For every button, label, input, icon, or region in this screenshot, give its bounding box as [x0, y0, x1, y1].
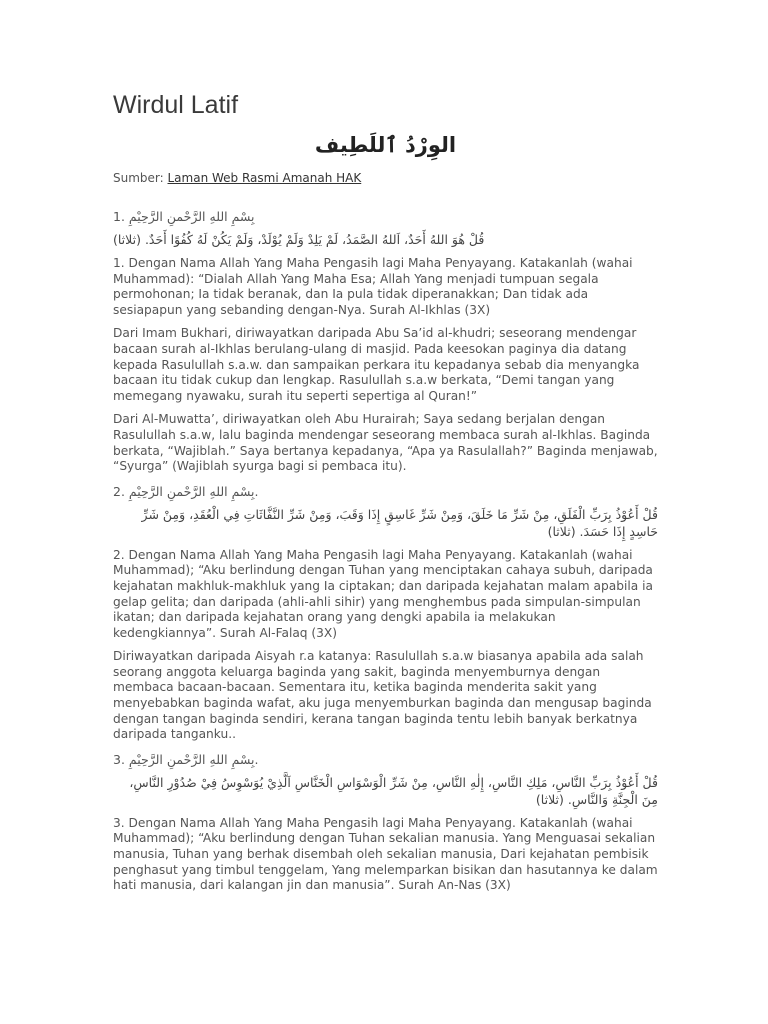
bismillah-line	[113, 208, 658, 225]
bismillah-line	[113, 751, 658, 768]
ayat-text: قُلْ أَعُوْذُ بِرَبِّ الْفَلَقِ، مِنْ شَرِّ مَا خَلَقَ، وَمِنْ شَرِّ غَاسِقٍ إِذَا وَقَبَ، وَمِنْ شَرِّ النَّفَّاثَاتِ فِي الْعُقَدِ، وَمِنْ شَرِّ حَاسِدٍ إِذَا حَسَدَ. (ثلاثا)	[141, 506, 658, 539]
bismillah-line	[113, 483, 658, 500]
translation-paragraph: 2. Dengan Nama Allah Yang Maha Pengasih lagi Maha Penyayang. Katakanlah (wahai Muhammad); “Aku berlindung dengan Tuhan yang menciptakan cahaya subuh, daripada kejahatan makhluk-makhluk yang Ia ciptakan; dan daripada kejahatan malam apabila ia gelap gelita; dan daripada (ahli-ahli sihir) yang menghembus pada simpulan-simpulan ikatan; dan daripada kejahatan orang yang dengki apabila ia melakukan kedengkiannya”. Surah Al-Falaq (3X)	[113, 547, 653, 640]
bismillah-text: بِسْمِ اللهِ الرَّحْمنِ الرَّحِيْمِ	[128, 751, 255, 767]
document-title: Wirdul Latif	[113, 91, 239, 119]
document-page	[113, 88, 658, 902]
section-number: 3.	[113, 751, 129, 767]
source-label: Sumber:	[113, 171, 168, 185]
ayat-text: قُلْ هُوَ اللهُ أَحَدٌ، اَللهُ الصَّمَدُ، لَمْ يَلِدْ وَلَمْ يُوْلَدْ، وَلَمْ يَكُنْ لَهُ كُفُوًا أَحَدٌ. (ثلاثا)	[113, 232, 485, 247]
translation-paragraph: 1. Dengan Nama Allah Yang Maha Pengasih lagi Maha Penyayang. Katakanlah (wahai Muhammad): “Dialah Allah Yang Maha Esa; Allah Yang menjadi tumpuan segala permohonan; Ia tidak beranak, dan Ia pula tidak diperanakkan; Dan tidak ada sesiapapun yang sebanding dengan-Nya. Surah Al-Ikhlas (3X)	[113, 256, 633, 317]
hadith-paragraph: Dari Al-Muwatta’, diriwayatkan oleh Abu Hurairah; Saya sedang berjalan dengan Rasulullah s.a.w, lalu baginda mendengar seseorang membaca surah al-Ikhlas. Baginda berkata, “Wajiblah.” Saya bertanya kepadanya, “Apa ya Rasulallah?” Baginda menjawab, “Syurga” (Wajiblah syurga bagi si pembaca itu).	[113, 412, 658, 474]
section-number: 1.	[113, 209, 129, 224]
hadith-paragraph: Diriwayatkan daripada Aisyah r.a katanya: Rasulullah s.a.w biasanya apabila ada salah seorang anggota keluarga baginda yang sakit, baginda menyemburnya dengan membaca bacaan-bacaan. Sementara itu, ketika baginda menderita sakit yang menyebabkan baginda wafat, aku juga menyemburkan baginda dan mengusap baginda dengan tangan baginda sendiri, kerana tangan baginda tentu lebih banyak berkatnya daripada tanganku..	[113, 649, 652, 742]
hadith-paragraph: Dari Imam Bukhari, diriwayatkan daripada Abu Sa’id al-khudri; seseorang mendengar bacaan surah al-Ikhlas berulang-ulang di masjid. Pada keesokan paginya dia datang kepada Rasulullah s.a.w. dan sampaikan perkara itu kepadanya sebab dia menyangka bacaan itu tidak cukup dan lengkap. Rasulullah s.a.w berkata, “Demi tangan yang memegang nyawaku, surah itu seperti sepertiga al Quran!”	[113, 326, 640, 403]
bismillah-suffix: .	[254, 483, 259, 499]
source-line	[113, 170, 658, 186]
section-number: 2.	[113, 483, 129, 499]
source-link[interactable]: Laman Web Rasmi Amanah HAK	[167, 171, 362, 185]
ayat-text: قُلْ أَعُوْذُ بِرَبِّ النَّاسِ، مَلِكِ النَّاسِ، إِلٰهِ النَّاسِ، مِنْ شَرِّ الْوَسْوَاسِ الْخَنَّاسِ اَلَّذِيْ يُوَسْوِسُ فِيْ صُدُوْرِ النَّاسِ، مِنَ الْجِنَّةِ وَالنَّاسِ. (ثلاثا)	[129, 774, 658, 807]
translation-paragraph: 3. Dengan Nama Allah Yang Maha Pengasih lagi Maha Penyayang. Katakanlah (wahai Muhammad); “Aku berlindung dengan Tuhan sekalian manusia. Yang Menguasai sekalian manusia, Tuhan yang berhak disembah oleh sekalian manusia, Dari kejahatan pembisik penghasut yang timbul tenggelam, Yang melemparkan bisikan dan hasutannya ke dalam hati manusia, dari kalangan jin dan manusia”. Surah An-Nas (3X)	[113, 815, 658, 893]
section-1	[113, 208, 658, 475]
bismillah-text: بِسْمِ اللهِ الرَّحْمنِ الرَّحِيْمِ	[128, 483, 255, 499]
arabic-title: الوِرْدُ ٱللَطِيف	[314, 133, 457, 157]
bismillah-text: بِسْمِ اللهِ الرَّحْمنِ الرَّحِيْمِ	[128, 209, 255, 224]
bismillah-suffix: .	[254, 751, 259, 767]
section-2	[113, 483, 658, 743]
section-3	[113, 751, 658, 894]
